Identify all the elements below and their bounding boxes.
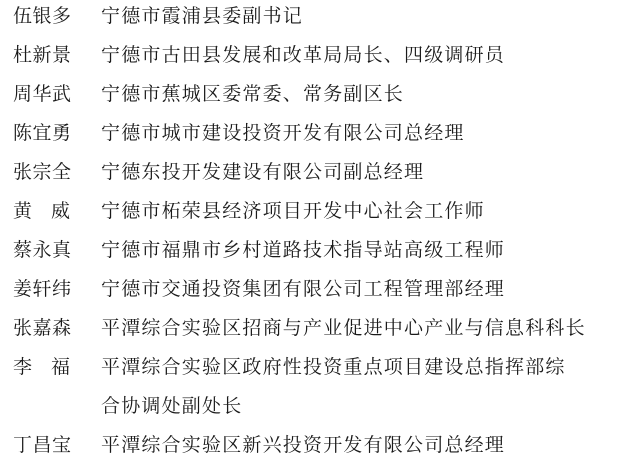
person-title-line2: 合协调处副处长 <box>101 395 243 417</box>
person-name: 张嘉森 <box>13 317 72 339</box>
person-name: 黄 威 <box>13 200 71 222</box>
person-title: 宁德市蕉城区委常委、常务副区长 <box>101 83 405 105</box>
person-title: 宁德市城市建设投资开发有限公司总经理 <box>101 122 465 144</box>
person-name: 张宗全 <box>13 161 72 183</box>
person-name: 陈宜勇 <box>13 122 72 144</box>
person-name: 蔡永真 <box>13 239 72 261</box>
person-title: 平潭综合实验区招商与产业促进中心产业与信息科科长 <box>101 317 586 339</box>
person-title: 平潭综合实验区新兴投资开发有限公司总经理 <box>101 434 506 456</box>
person-title: 宁德市柘荣县经济项目开发中心社会工作师 <box>101 200 485 222</box>
person-name: 周华武 <box>13 83 72 105</box>
person-name: 李 福 <box>13 356 71 378</box>
person-title: 宁德市交通投资集团有限公司工程管理部经理 <box>101 278 506 300</box>
person-name: 丁昌宝 <box>13 434 72 456</box>
person-title: 宁德市霞浦县委副书记 <box>101 5 304 27</box>
person-title <box>101 354 621 419</box>
person-name: 姜轩纬 <box>13 278 72 300</box>
person-title: 宁德市福鼎市乡村道路技术指导站高级工程师 <box>101 239 506 261</box>
person-title: 宁德市古田县发展和改革局局长、四级调研员 <box>101 44 506 66</box>
person-name: 伍银多 <box>13 5 72 27</box>
person-title-line1: 平潭综合实验区政府性投资重点项目建设总指挥部综 <box>101 356 566 378</box>
person-name: 杜新景 <box>13 44 72 66</box>
person-title: 宁德东投开发建设有限公司副总经理 <box>101 161 425 183</box>
